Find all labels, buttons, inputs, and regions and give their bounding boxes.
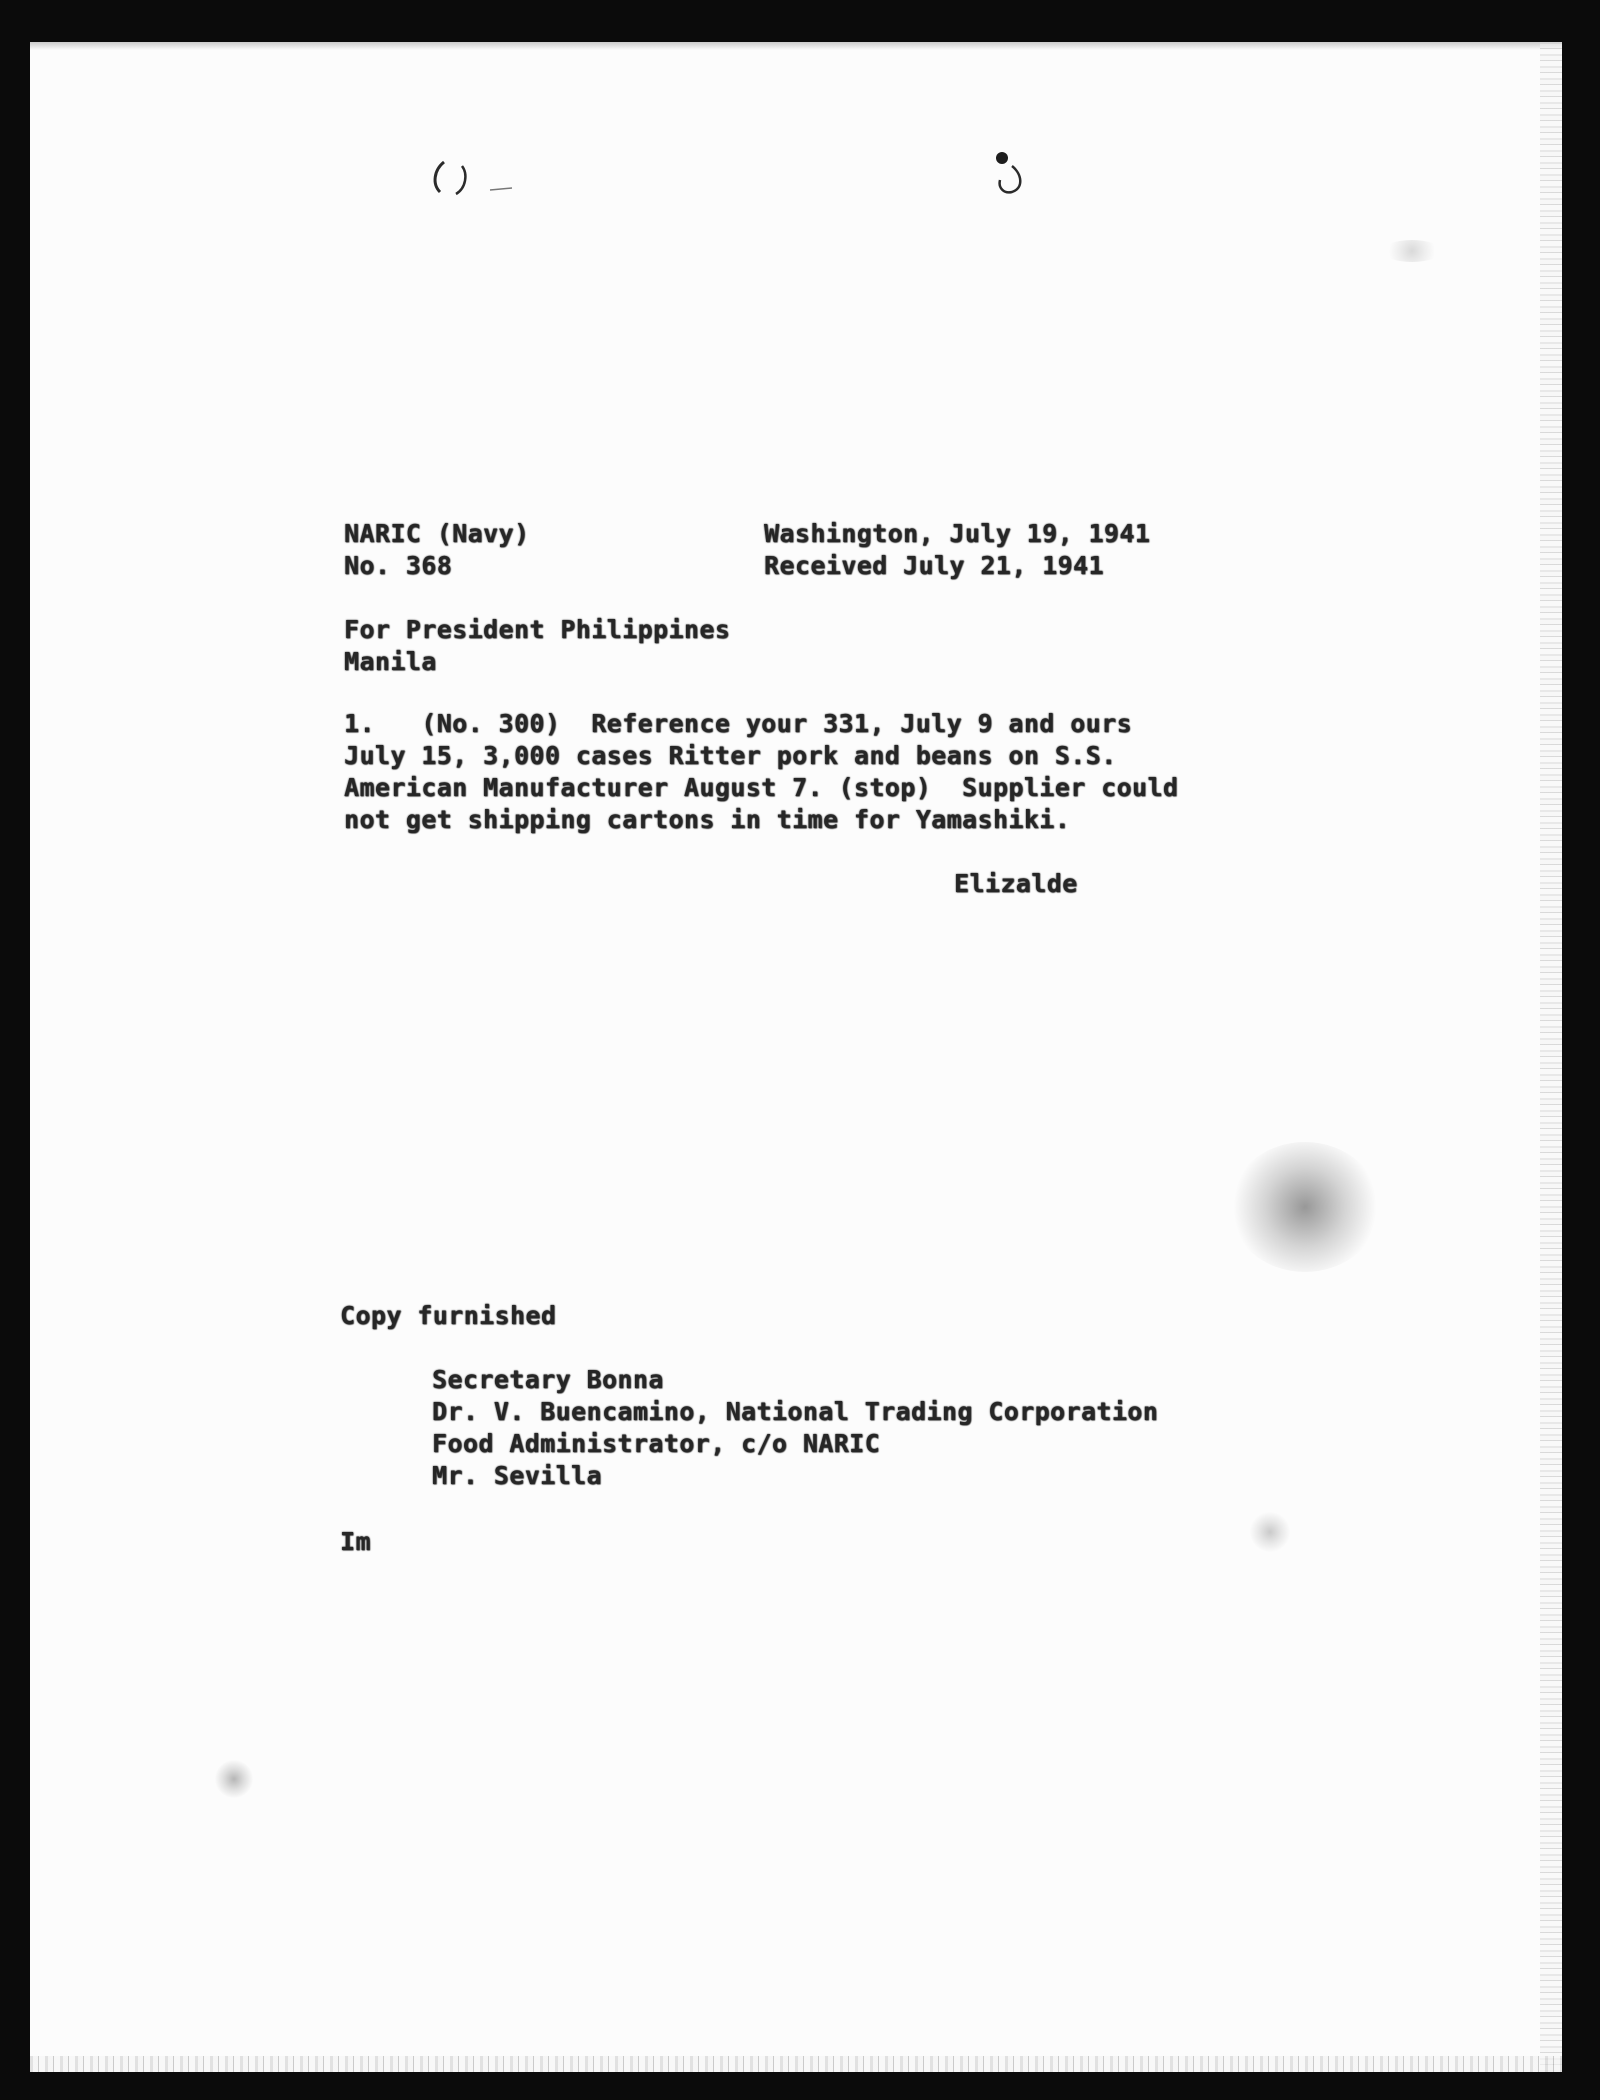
punch-hole-marks — [30, 42, 1562, 2072]
ink-smudge — [1250, 1512, 1290, 1552]
copy-recipient: Food Administrator, c/o NARIC — [432, 1429, 881, 1458]
body-line-2: July 15, 3,000 cases Ritter pork and beans on S.S. — [344, 741, 1117, 770]
addressee-line-1: For President Philippines — [344, 615, 731, 644]
typist-initials: Im — [340, 1527, 371, 1556]
body-line-4: not get shipping cartons in time for Yamashiki. — [344, 805, 1071, 834]
ink-smudge — [1382, 240, 1442, 262]
office-line-1: NARIC (Navy) — [344, 519, 530, 548]
copy-recipient: Dr. V. Buencamino, National Trading Corporation — [432, 1397, 1159, 1426]
addressee-line-2: Manila — [344, 647, 437, 676]
ink-smudge — [215, 1760, 253, 1798]
ink-smudge — [1230, 1142, 1380, 1272]
paper-sheet — [30, 42, 1562, 2072]
copy-recipient: Secretary Bonna — [432, 1365, 664, 1394]
office-line-2: No. 368 — [344, 551, 453, 580]
body-line-3: American Manufacturer August 7. (stop) Supplier could — [344, 773, 1179, 802]
body-line-1: 1. (No. 300) Reference your 331, July 9 and ours — [344, 709, 1133, 738]
copy-furnished-heading: Copy furnished — [340, 1301, 557, 1330]
date-line-1: Washington, July 19, 1941 — [764, 519, 1151, 548]
copy-recipient: Mr. Sevilla — [432, 1461, 602, 1490]
date-line-2: Received July 21, 1941 — [764, 551, 1104, 580]
signature: Elizalde — [954, 869, 1078, 898]
